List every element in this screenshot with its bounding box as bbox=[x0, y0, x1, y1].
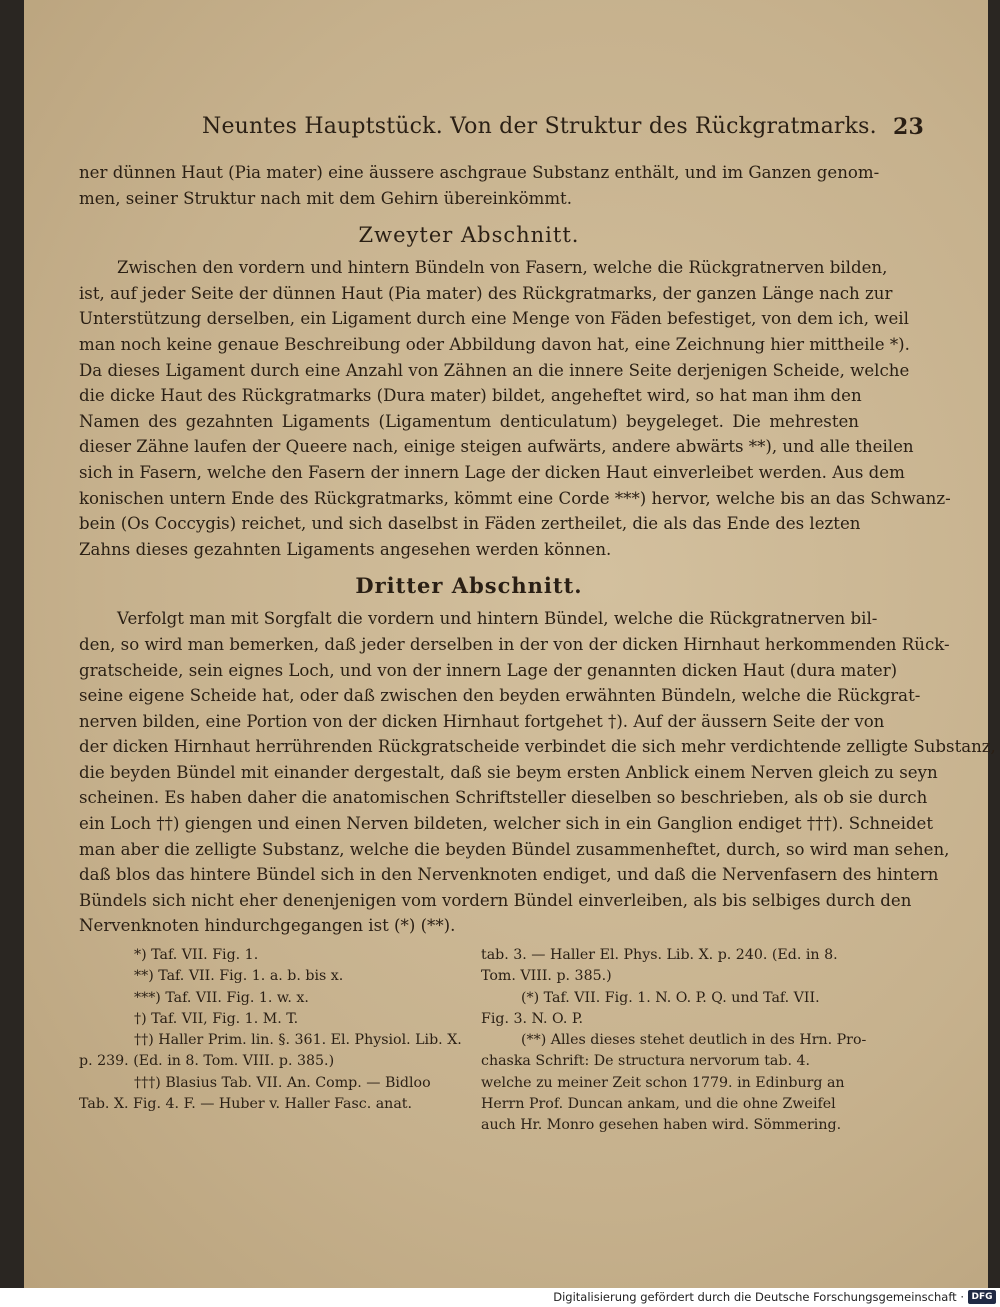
footnote: Tom. VIII. p. 385.) bbox=[481, 968, 612, 985]
dfg-logo-icon: DFG bbox=[968, 1290, 996, 1304]
text-line: die beyden Bündel mit einander dergestalt, daß sie beym ersten Anblick einem Nerven gleich zu seyn bbox=[79, 762, 938, 782]
footnote: welche zu meiner Zeit schon 1779. in Edinburg an bbox=[481, 1074, 845, 1091]
footnote: †) Taf. VII, Fig. 1. M. T. bbox=[134, 1010, 299, 1027]
funding-credit: Digitalisierung gefördert durch die Deutsche Forschungsgemeinschaft · bbox=[553, 1290, 964, 1304]
footnotes-left-column bbox=[79, 945, 474, 1115]
text-line: bein (Os Coccygis) reichet, und sich daselbst in Fäden zertheilet, die als das Ende des lezten bbox=[79, 514, 861, 534]
text-line: dieser Zähne laufen der Queere nach, einige steigen aufwärts, andere abwärts **), und alle theilen bbox=[79, 437, 914, 457]
footnote: **) Taf. VII. Fig. 1. a. b. bis x. bbox=[134, 968, 344, 985]
footnote: ††) Haller Prim. lin. §. 361. El. Physiol. Lib. X. bbox=[134, 1032, 462, 1049]
text-line: Nervenknoten hindurchgegangen ist (*) (**). bbox=[79, 916, 456, 936]
text-line: scheinen. Es haben daher die anatomischen Schriftsteller dieselben so beschrieben, als ob sie durch bbox=[79, 788, 928, 808]
text-line: Zahns dieses gezahnten Ligaments angesehen werden können. bbox=[79, 539, 612, 559]
text-line: Bündels sich nicht eher denenjenigen vom vordern Bündel einverleiben, als bis selbiges durch den bbox=[79, 890, 912, 910]
text-line: ein Loch ††) giengen und einen Nerven bildeten, welcher sich in ein Ganglion endiget †††). Schneidet bbox=[79, 814, 934, 834]
text-line: Da dieses Ligament durch eine Anzahl von Zähnen an die innere Seite derjenigen Scheide, welche bbox=[79, 360, 910, 380]
digitization-footer bbox=[0, 1288, 1000, 1307]
footnote: Herrn Prof. Duncan ankam, und die ohne Zweifel bbox=[481, 1096, 836, 1113]
main-text bbox=[79, 160, 996, 939]
running-head-title: Neuntes Hauptstück. Von der Struktur des Rückgratmarks. bbox=[202, 114, 877, 139]
text-line: ist, auf jeder Seite der dünnen Haut (Pia mater) des Rückgratmarks, der ganzen Länge nach zur bbox=[79, 283, 893, 303]
text-line: die dicke Haut des Rückgratmarks (Dura mater) bildet, angeheftet wird, so hat man ihm den bbox=[79, 386, 862, 406]
text-line: den, so wird man bemerken, daß jeder derselben in der von der dicken Hirnhaut herkommenden Rück- bbox=[79, 634, 950, 654]
text-line: daß blos das hintere Bündel sich in den Nervenknoten endiget, und daß die Nervenfasern des hintern bbox=[79, 865, 939, 885]
running-head bbox=[174, 110, 924, 144]
footnote: ***) Taf. VII. Fig. 1. w. x. bbox=[134, 989, 309, 1006]
page-number: 23 bbox=[892, 114, 924, 140]
text-line: Unterstützung derselben, ein Ligament durch eine Menge von Fäden befestiget, von dem ich, weil bbox=[79, 309, 909, 329]
footnotes-right-column bbox=[481, 945, 867, 1137]
footnote: auch Hr. Monro gesehen haben wird. Sömmering. bbox=[481, 1117, 842, 1134]
book-page bbox=[24, 0, 996, 1288]
text-line: ner dünnen Haut (Pia mater) eine äussere aschgraue Substanz enthält, und im Ganzen genom- bbox=[79, 163, 880, 182]
footnote: †††) Blasius Tab. VII. An. Comp. — Bidloo bbox=[134, 1074, 431, 1091]
footnote: (*) Taf. VII. Fig. 1. N. O. P. Q. und Taf. VII. bbox=[521, 989, 820, 1006]
text-line: Verfolgt man mit Sorgfalt die vordern und hintern Bündel, welche die Rückgratnerven bil- bbox=[117, 609, 878, 629]
text-line: sich in Fasern, welche den Fasern der innern Lage der dicken Haut einverleibet werden. Aus dem bbox=[79, 462, 905, 482]
text-line: man aber die zelligte Substanz, welche die beyden Bündel zusammenheftet, durch, so wird man sehen, bbox=[79, 839, 950, 859]
footnote: tab. 3. — Haller El. Phys. Lib. X. p. 240. (Ed. in 8. bbox=[481, 947, 838, 963]
text-line: gratscheide, sein eignes Loch, und von der innern Lage der genannten dicken Haut (dura mater) bbox=[79, 660, 898, 680]
text-line: man noch keine genaue Beschreibung oder Abbildung davon hat, eine Zeichnung hier mittheile *). bbox=[79, 334, 910, 354]
footnote: (**) Alles dieses stehet deutlich in des Hrn. Pro- bbox=[521, 1032, 867, 1049]
text-line: men, seiner Struktur nach mit dem Gehirn übereinkömmt. bbox=[79, 188, 572, 208]
section-heading-3: Dritter Abschnitt. bbox=[355, 573, 583, 599]
text-line: Zwischen den vordern und hintern Bündeln von Fasern, welche die Rückgratnerven bilden, bbox=[117, 258, 888, 278]
text-line: seine eigene Scheide hat, oder daß zwischen den beyden erwähnten Bündeln, welche die Rückgrat- bbox=[79, 686, 921, 706]
footnote: chaska Schrift: De structura nervorum tab. 4. bbox=[481, 1053, 811, 1070]
section-heading-2: Zweyter Abschnitt. bbox=[358, 223, 580, 248]
text-line: Namen des gezahnten Ligaments (Ligamentum denticulatum) beygeleget. Die mehresten bbox=[79, 411, 859, 431]
footnote: *) Taf. VII. Fig. 1. bbox=[134, 947, 259, 963]
text-line: konischen untern Ende des Rückgratmarks, kömmt eine Corde ***) hervor, welche bis an das Schwanz- bbox=[79, 488, 951, 508]
footnote: Fig. 3. N. O. P. bbox=[481, 1010, 584, 1027]
text-line: der dicken Hirnhaut herrührenden Rückgratscheide verbindet die sich mehr verdichtende zelligte Substanz, bbox=[79, 737, 996, 757]
text-line: nerven bilden, eine Portion von der dicken Hirnhaut fortgehet †). Auf der äussern Seite der von bbox=[79, 711, 885, 731]
footnote: Tab. X. Fig. 4. F. — Huber v. Haller Fasc. anat. bbox=[79, 1096, 412, 1113]
footnote: p. 239. (Ed. in 8. Tom. VIII. p. 385.) bbox=[79, 1053, 335, 1070]
